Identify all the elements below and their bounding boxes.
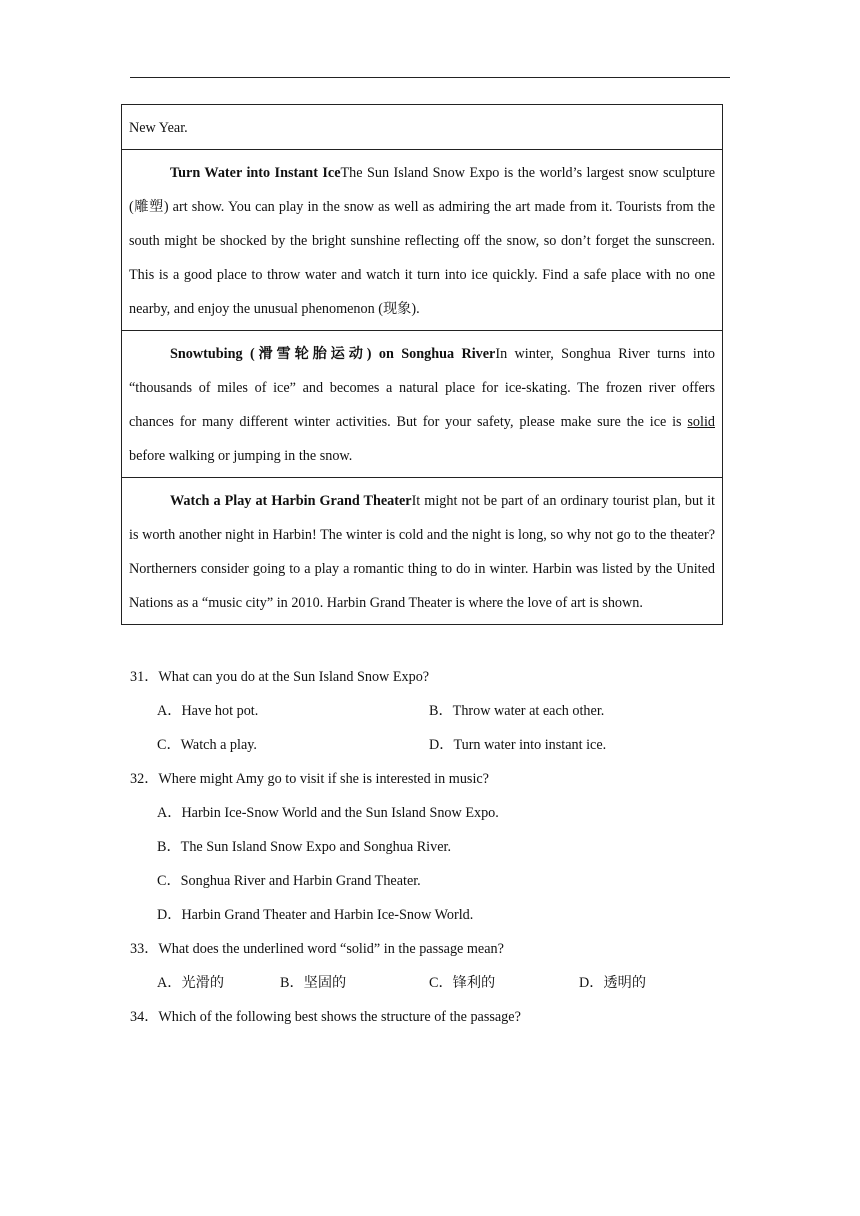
underlined-word: solid: [687, 414, 715, 430]
passage-table: [121, 104, 723, 625]
question-number: 32．: [130, 771, 159, 787]
passage-row-1: [122, 150, 723, 331]
question-number: 34．: [130, 1009, 159, 1025]
passage-cell: [122, 150, 723, 331]
option-c[interactable]: C．锋利的: [429, 975, 496, 991]
passage-text: New Year.: [129, 120, 188, 136]
option-row: [130, 728, 730, 762]
question-31: [130, 660, 730, 694]
option-row: [130, 966, 730, 1000]
section-heading: Snowtubing (滑雪轮胎运动) on Songhua River: [170, 346, 496, 362]
option-c[interactable]: C．Watch a play.: [157, 737, 257, 753]
option-d[interactable]: D．Harbin Grand Theater and Harbin Ice-Snow World.: [157, 907, 474, 923]
option-row: [130, 796, 730, 830]
passage-text: The Sun Island Snow Expo is the world’s largest snow sculpture (雕塑) art show. You can play in the snow as well as admiring the art made from it. Tourists from the south might be shocked by the bright sunshine reflecting off the snow, so don’t forget the sunscreen. This is a good place to throw water and watch it turn into ice quickly. Find a safe place with no one nearby, and enjoy the unusual phenomenon (现象).: [129, 165, 715, 317]
passage-text: In winter, Songhua River turns into “thousands of miles of ice” and becomes a natural place for ice-skating. The frozen river offers chances for many different winter activities. But for your safety, please make sure the ice is: [129, 346, 715, 430]
passage-row-3: [122, 478, 723, 625]
passage-cell: [122, 105, 723, 150]
question-number: 31．: [130, 669, 159, 685]
question-text: What does the underlined word “solid” in the passage mean?: [158, 941, 504, 957]
question-text: Which of the following best shows the structure of the passage?: [158, 1009, 521, 1025]
option-row: [130, 864, 730, 898]
option-c[interactable]: C．Songhua River and Harbin Grand Theater.: [157, 873, 421, 889]
option-d[interactable]: D．Turn water into instant ice.: [429, 737, 607, 753]
passage-row-2: [122, 331, 723, 478]
option-b[interactable]: B．坚固的: [280, 975, 347, 991]
question-text: Where might Amy go to visit if she is interested in music?: [158, 771, 489, 787]
option-d[interactable]: D．透明的: [579, 975, 647, 991]
header-rule: [130, 77, 730, 78]
question-32: [130, 762, 730, 796]
option-row: [130, 694, 730, 728]
question-34: [130, 1000, 730, 1034]
option-a[interactable]: A．光滑的: [157, 975, 225, 991]
option-b[interactable]: B．The Sun Island Snow Expo and Songhua River.: [157, 839, 451, 855]
question-number: 33．: [130, 941, 159, 957]
question-33: [130, 932, 730, 966]
option-b[interactable]: B．Throw water at each other.: [429, 703, 605, 719]
section-heading: Turn Water into Instant Ice: [170, 165, 341, 181]
passage-row-0: [122, 105, 723, 150]
option-row: [130, 898, 730, 932]
question-text: What can you do at the Sun Island Snow Expo?: [158, 669, 430, 685]
passage-text: before walking or jumping in the snow.: [129, 448, 353, 464]
passage-text: It might not be part of an ordinary tourist plan, but it is worth another night in Harbin! The winter is cold and the night is long, so why not go to the theater? Northerners consider going to a play a romantic thing to do in winter. Harbin was listed by the United Nations as a “music city” in 2010. Harbin Grand Theater is where the love of art is shown.: [129, 493, 715, 611]
option-a[interactable]: A．Have hot pot.: [157, 703, 259, 719]
passage-cell: [122, 478, 723, 625]
option-row: [130, 830, 730, 864]
section-heading: Watch a Play at Harbin Grand Theater: [170, 493, 412, 509]
questions: [130, 660, 730, 1034]
passage-cell: [122, 331, 723, 478]
option-a[interactable]: A．Harbin Ice-Snow World and the Sun Island Snow Expo.: [157, 805, 499, 821]
